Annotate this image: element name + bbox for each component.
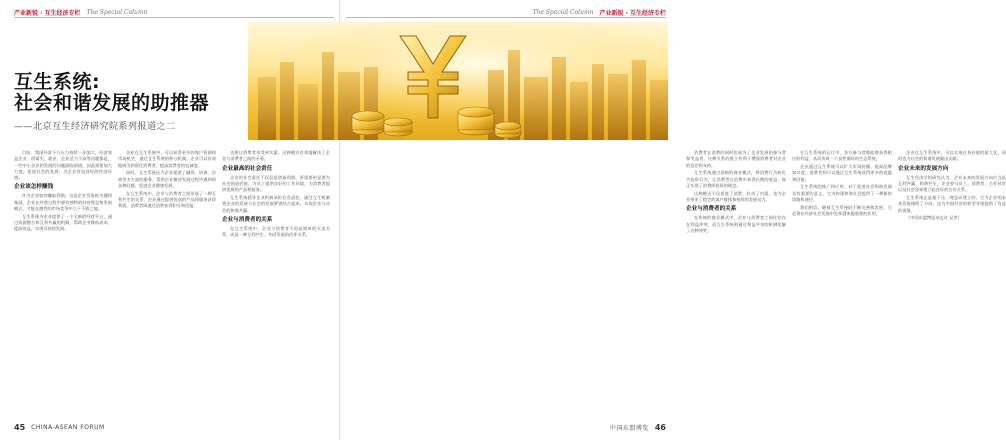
body-paragraph: （中国东盟博览杂志社 记者） [906,215,962,221]
body-paragraph: 互生系统的推广和应用，对于促进社会和谐发展具有重要的意义，它为构建和谐社会提供了一种新的思路和途径。 [792,184,892,203]
section-heading: 企业最高的社会责任 [222,165,273,172]
body-paragraph: 在互生系统中，企业与消费者不再是简单的买卖关系，而是一种互利共生、共同发展的伙伴关系。 [222,225,330,238]
section-heading: 企业与消费者的关系 [686,206,737,213]
text-column-2 [118,150,216,414]
text-column-1 [14,150,112,414]
right-footer [610,423,666,432]
body-paragraph: 企业通过互生系统可以扩大市场份额，提高品牌知名度，消费者则可以通过互生系统获得更多的优惠和回报。 [792,164,892,182]
article-title-line-2: 社会和谐发展的助推器 [14,92,210,114]
text-column-5 [792,150,892,414]
header-rule [346,17,666,18]
body-paragraph: 消费者在消费的同时也成为了企业发展的参与者和受益者，这种关系的建立有利于增强消费者对企业的信任和支持。 [686,150,786,168]
body-paragraph: 作为企业如何赚取利润，这是企业发展的关键和基础，企业在经营过程中要有独特的经营理念和发展模式，才能在激烈的市场竞争中立于不败之地。 [14,193,112,212]
body-paragraph: 同时，互生系统还为企业提供了融资、培训、咨询等多方面的服务，帮助企业解决发展过程中遇到的各种问题，促进企业健康发展。 [118,170,216,188]
text-column-6 [898,150,1006,414]
body-paragraph: 互生系统为企业提供了一个全新的经营平台，通过资源整合和互利共赢的机制，帮助企业降低成本，提高效益，实现可持续发展。 [14,213,112,232]
body-paragraph: 企业在互生系统中，可以实现自身价值的最大化，同时也为社会的和谐发展做出贡献。 [898,150,1006,162]
header-brand: 产业新锐 · 互生经济专栏 [14,10,81,17]
body-paragraph: 我们相信，随着互生系统的不断完善和发展，它必将在经济社会发展中发挥越来越重要的作用。 [792,204,892,217]
left-header [14,8,148,17]
page-number: 45 [14,423,26,432]
body-paragraph: 在互生系统中，企业与消费者之间形成了一种互利共生的关系，企业通过提供优质的产品和服务获得利润，消费者则通过消费获得积分和回报。 [118,190,216,209]
header-rule [14,17,334,18]
body-paragraph: 互生经济学的研究认为，企业未来的发展方向应当是互利共赢、和谐共生，企业要与员工、消费者、合作伙伴以及社会各界建立起良好的合作关系。 [898,174,1006,193]
body-paragraph: 企业在互生系统中，可以获得更多的客户资源和市场机会，通过互生系统的积分机制，企业可以有效地吸引和留住消费者，提高消费者的忠诚度。 [118,150,216,168]
section-heading: 企业与消费者的关系 [222,216,273,223]
city-skyline-illustration [248,22,668,140]
header-brand: 产业新锐 · 互生经济专栏 [599,10,666,17]
body-paragraph: 企业的社会责任不仅仅是创造利润，更重要的是要为社会创造价值，为员工提供良好的工作环境，为消费者提供优质的产品和服务。 [222,174,330,193]
section-heading: 企业未来的发展方向 [898,165,949,172]
text-column-3 [222,150,330,414]
left-footer [14,423,105,432]
body-paragraph: 互生系统正是基于这一理念而建立的，它为企业的未来发展指明了方向，也为中国经济的转型升级提供了有益的借鉴。 [898,194,1006,213]
section-heading: 企业该怎样赚钱 [14,184,54,191]
body-paragraph: 也要让消费者享受到实惠，这种模式有效地解决了企业与消费者之间的矛盾。 [222,150,330,162]
article-title-block [14,72,254,132]
article-subtitle: ——北京互生经济研究院系列报道之二 [14,122,176,132]
body-paragraph: 在互生系统的运行中，各方参与者都能够获得相应的利益，从而形成一个良性循环的生态系统。 [792,150,892,162]
body-paragraph: 目前，我国经济下行压力持续一步加大，经济效益企业、供需失、就业、企业活力不高等问题都是，一些中小企业的发展的问题面临困境，因此需要加大力度，促进社会的发展，为企业营造良好的经济环境。 [14,150,112,181]
header-label: The Special Column [532,9,594,16]
article-title-line-1: 互生系统: [14,71,101,93]
body-paragraph: 互生系统倡导企业积极承担社会责任，通过互生机制将企业的发展与社会的发展紧密结合起来，实现企业与社会的和谐共赢。 [222,194,330,213]
header-label: The Special Column [86,9,148,16]
body-paragraph: 在传统的商业模式中，企业与消费者之间往往存在利益冲突，而互生系统则通过利益共享的机制化解了这种冲突。 [686,215,786,233]
page-number: 46 [654,423,666,432]
text-column-4 [686,150,786,414]
body-paragraph: 这种模式不仅促进了消费，拉动了内需，也为企业带来了稳定的客户群体和持续的发展动力。 [686,190,786,203]
golden-city-photo [248,22,668,140]
body-paragraph: 互生系统通过创新的商业模式，将消费行为转化为投资行为，让消费者在消费中获得长期的收益，真正实现了消费即投资的理念。 [686,170,786,188]
publication-name: CHINA-ASEAN FORUM [31,424,105,431]
publication-name: 中国东盟博览 [609,425,649,432]
right-header [532,8,666,17]
